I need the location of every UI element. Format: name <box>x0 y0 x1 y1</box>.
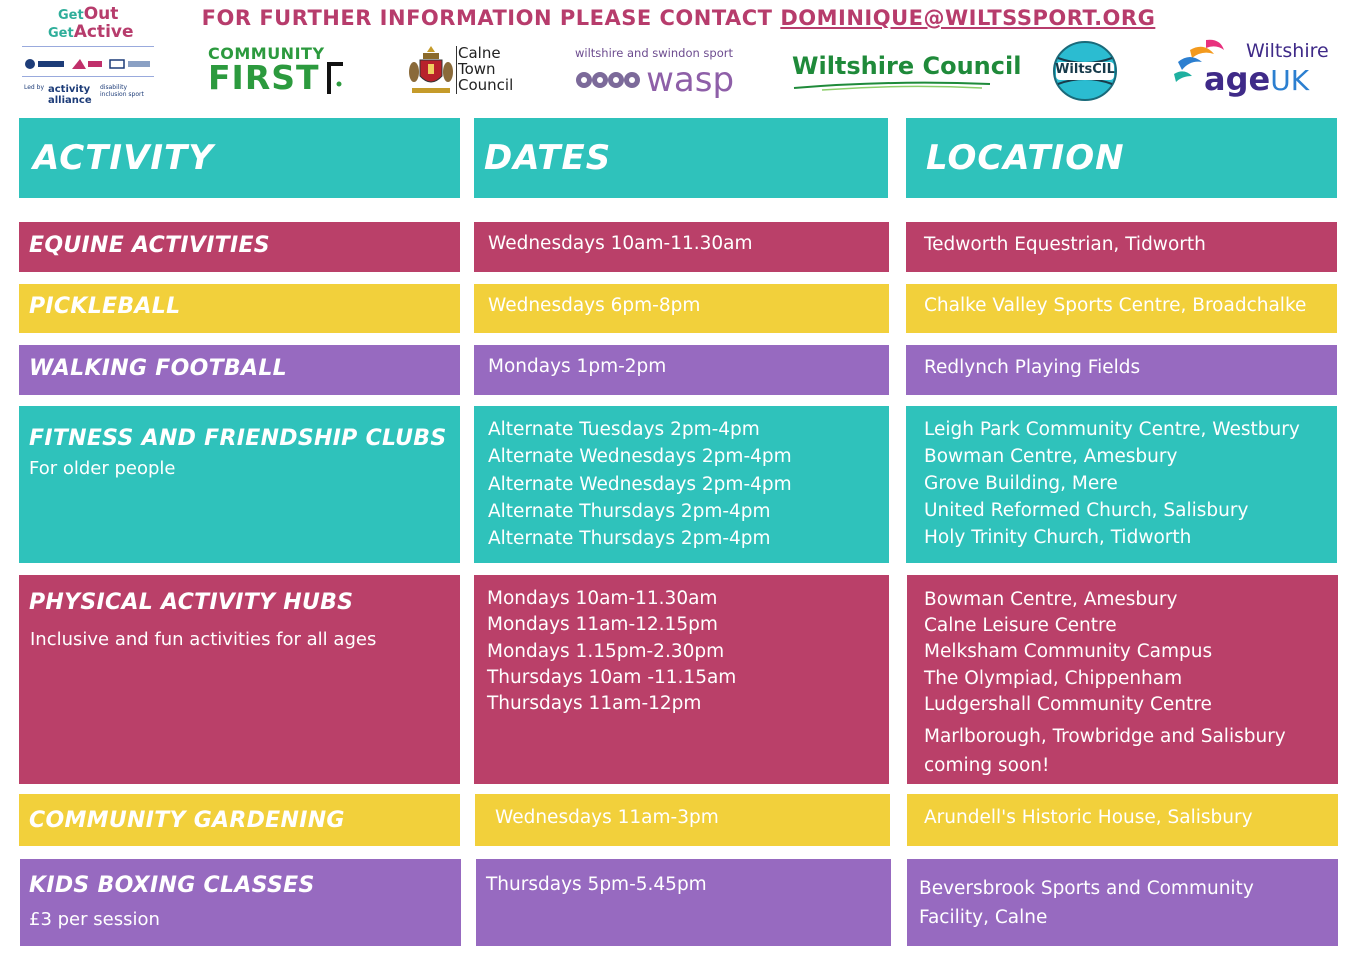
row-walking-football-dates <box>474 345 889 395</box>
row-fitness-dates <box>474 406 889 563</box>
contact-prefix: FOR FURTHER INFORMATION PLEASE CONTACT <box>201 6 773 30</box>
community-first-line1: COMMUNITY <box>208 44 325 63</box>
activity-title: PHYSICAL ACTIVITY HUBS <box>29 590 354 615</box>
contact-banner <box>0 6 1357 30</box>
location-line: Bowman Centre, Amesbury <box>924 446 1178 467</box>
row-walking-football-location <box>906 345 1337 395</box>
header-activity <box>19 118 460 198</box>
date-line: Mondays 1pm-2pm <box>488 356 667 377</box>
row-boxing-activity <box>20 859 461 946</box>
row-gardening-dates <box>475 794 890 846</box>
location-line: Arundell's Historic House, Salisbury <box>924 807 1253 828</box>
date-line: Wednesdays 10am-11.30am <box>488 233 753 254</box>
row-fitness-location <box>906 406 1337 563</box>
community-first-mark-icon <box>325 62 345 94</box>
activity-title: WALKING FOOTBALL <box>29 356 287 381</box>
wasp-logo <box>575 46 745 100</box>
wiltshire-council-logo <box>792 52 1022 96</box>
location-line: Tedworth Equestrian, Tidworth <box>924 234 1206 255</box>
activity-subtitle: Inclusive and fun activities for all ages <box>30 629 377 650</box>
location-line: Ludgershall Community Centre <box>924 693 1212 715</box>
row-boxing-location <box>907 859 1338 946</box>
location-line: Melksham Community Campus <box>924 641 1213 663</box>
age-uk-uk: UK <box>1270 64 1310 97</box>
swoosh-icon <box>792 80 992 92</box>
get-out-get-active-logo <box>22 4 154 108</box>
wasp-name: wasp <box>646 60 735 100</box>
location-line: Facility, Calne <box>919 907 1048 928</box>
date-line: Wednesdays 6pm-8pm <box>488 295 701 316</box>
row-pickleball-activity <box>19 284 460 333</box>
location-line: The Olympiad, Chippenham <box>924 667 1183 689</box>
location-line: Calne Leisure Centre <box>924 615 1117 637</box>
activity-alliance-text: activity alliance <box>48 84 92 106</box>
row-pickleball-dates <box>474 284 889 333</box>
activity-title: COMMUNITY GARDENING <box>29 808 345 833</box>
activity-title: FITNESS AND FRIENDSHIP CLUBS <box>29 426 447 451</box>
coat-of-arms-icon <box>408 44 454 96</box>
alliance-sub-text: disability inclusion sport <box>100 84 144 98</box>
sport-england-logos-icon <box>24 56 152 70</box>
coming-soon-line: Marlborough, Trowbridge and Salisbury <box>924 726 1286 747</box>
date-line: Alternate Tuesdays 2pm-4pm <box>488 419 760 440</box>
location-line: Redlynch Playing Fields <box>924 357 1141 378</box>
coming-soon-line: coming soon! <box>924 754 1050 776</box>
date-line: Mondays 10am-11.30am <box>487 588 718 609</box>
location-line: United Reformed Church, Salisbury <box>924 500 1249 521</box>
row-boxing-dates <box>476 859 891 946</box>
location-line: Leigh Park Community Centre, Westbury <box>924 419 1300 440</box>
community-first-line2: FIRST <box>208 58 320 97</box>
calne-line1: Calne <box>458 44 501 62</box>
age-uk-logo <box>1170 36 1330 100</box>
logo-text-active: Active <box>73 22 134 42</box>
header-dates-label: DATES <box>484 138 612 178</box>
row-hubs-dates <box>474 575 889 784</box>
date-line: Alternate Wednesdays 2pm-4pm <box>488 473 792 495</box>
activity-title: PICKLEBALL <box>29 294 181 319</box>
logo-text-get2: Get <box>48 26 74 41</box>
date-line: Thursdays 11am-12pm <box>487 693 702 715</box>
date-line: Alternate Wednesdays 2pm-4pm <box>488 446 792 468</box>
date-line: Mondays 1.15pm-2.30pm <box>487 640 725 662</box>
date-line: Thursdays 10am -11.15am <box>487 666 737 688</box>
activity-subtitle: For older people <box>29 458 176 479</box>
age-uk-line1: Wiltshire <box>1246 40 1329 62</box>
calne-line2: Town <box>458 60 496 78</box>
date-line: Alternate Thursdays 2pm-4pm <box>488 500 771 522</box>
wiltscil-name: WiltsCIL <box>1055 62 1115 77</box>
activity-subtitle: £3 per session <box>29 909 160 930</box>
row-hubs-activity <box>19 575 460 784</box>
wasp-dots-icon <box>575 68 641 92</box>
header-activity-label: ACTIVITY <box>33 138 214 178</box>
date-line: Alternate Thursdays 2pm-4pm <box>488 528 771 550</box>
header-dates <box>474 118 888 198</box>
row-gardening-location <box>907 794 1338 846</box>
age-uk-age: age <box>1204 60 1271 98</box>
led-by-text: Led by <box>24 84 45 91</box>
location-line: Beversbrook Sports and Community <box>919 878 1254 899</box>
row-pickleball-location <box>906 284 1337 333</box>
wiltscil-logo <box>1052 40 1118 102</box>
row-fitness-activity <box>19 406 460 563</box>
row-gardening-activity <box>19 794 460 846</box>
logo-text-out: Out <box>83 4 119 24</box>
wasp-tagline: wiltshire and swindon sport <box>575 46 734 60</box>
community-first-logo <box>208 46 353 96</box>
header-location-label: LOCATION <box>926 138 1125 178</box>
date-line: Mondays 11am-12.15pm <box>487 614 718 636</box>
row-equine-dates <box>474 222 889 272</box>
row-walking-football-activity <box>19 345 460 395</box>
row-equine-activity <box>19 222 460 272</box>
location-line: Holy Trinity Church, Tidworth <box>924 527 1192 548</box>
calne-line3: Council <box>458 76 514 94</box>
row-hubs-location <box>907 575 1338 784</box>
contact-email-link[interactable]: DOMINIQUE@WILTSSPORT.ORG <box>780 6 1156 30</box>
header-location <box>906 118 1337 198</box>
location-line: Bowman Centre, Amesbury <box>924 589 1178 610</box>
date-line: Wednesdays 11am-3pm <box>495 807 719 828</box>
logo-text-get: Get <box>58 8 84 23</box>
date-line: Thursdays 5pm-5.45pm <box>486 874 707 895</box>
wiltshire-council-name: Wiltshire Council <box>792 52 1022 80</box>
row-equine-location <box>906 222 1337 272</box>
activity-title: KIDS BOXING CLASSES <box>29 873 315 898</box>
location-line: Chalke Valley Sports Centre, Broadchalke <box>924 295 1307 316</box>
activity-title: EQUINE ACTIVITIES <box>29 233 270 258</box>
calne-town-council-logo <box>408 44 523 98</box>
location-line: Grove Building, Mere <box>924 473 1118 494</box>
